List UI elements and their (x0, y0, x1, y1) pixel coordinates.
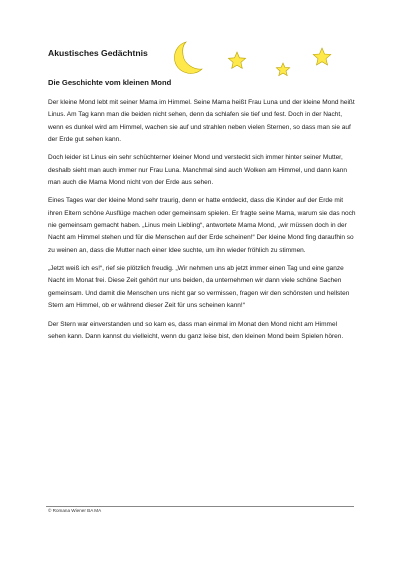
worksheet-title: Akustisches Gedächtnis (48, 48, 148, 58)
star-icon (276, 63, 289, 76)
story-text (48, 97, 356, 349)
story-paragraph: „Jetzt weiß ich es!“, rief sie plötzlich freudig. „Wir nehmen uns ab jetzt immer einen Tag und eine ganze Nacht im Monat frei. Diese Zeit gehört nur uns beiden, da unternehmen wir dann viele schöne Sachen gemeinsam. Und damit die Menschen uns nicht gar so vermissen, fragen wir den schönsten und hellsten Stern am Himmel, ob er während dieser Zeit für uns scheinen kann!“ (48, 265, 350, 310)
star-icon (228, 52, 245, 68)
copyright-footer: © Romana Wiener BA MA (48, 508, 102, 513)
story-paragraph: Eines Tages war der kleine Mond sehr traurig, denn er hatte entdeckt, dass die Kinder auf der Erde mit ihren Eltern schöne Ausflüge machen oder gemeinsam spielen. Er fragte seine Mama, warum sie das noch nie gemeinsam gemacht haben. „Linus mein Liebling“, antwortete Mama Mond, „wir müssen doch in der Nacht am Himmel stehen und für die Menschen auf der Erde scheinen!“ Der kleine Mond fing daraufhin so zu weinen an, dass die Mutter nach einer Idee suchte, um ihn wieder fröhlich zu stimmen. (48, 197, 356, 254)
story-paragraph: Doch leider ist Linus ein sehr schüchterner kleiner Mond und versteckt sich immer hinter seiner Mutter, deshalb sieht man auch immer nur Frau Luna. Manchmal sind auch Wolken am Himmel, und dann kann man auch die Mama Mond nicht von der Erde aus sehen. (48, 154, 348, 186)
moon-icon (174, 42, 202, 73)
story-title: Die Geschichte vom kleinen Mond (48, 78, 172, 87)
star-icon (313, 48, 331, 65)
story-paragraph: Der Stern war einverstanden und so kam es, dass man einmal im Monat den Mond nicht am Himmel sehen kann. Dann kannst du vielleicht, wenn du ganz leise bist, den kleinen Mond beim Spielen hören. (48, 320, 344, 340)
story-paragraph: Der kleine Mond lebt mit seiner Mama im Himmel. Seine Mama heißt Frau Luna und der kleine Mond heißt Linus. Am Tag kann man die beiden nicht sehen, denn da schlafen sie tief und fest. Doch in der Nacht, wenn es dunkel wird am Himmel, wachen sie auf und strahlen neben vielen Sternen, so dass man sie auf der Erde gut sehen kann. (48, 99, 355, 143)
footer-divider (46, 506, 354, 507)
